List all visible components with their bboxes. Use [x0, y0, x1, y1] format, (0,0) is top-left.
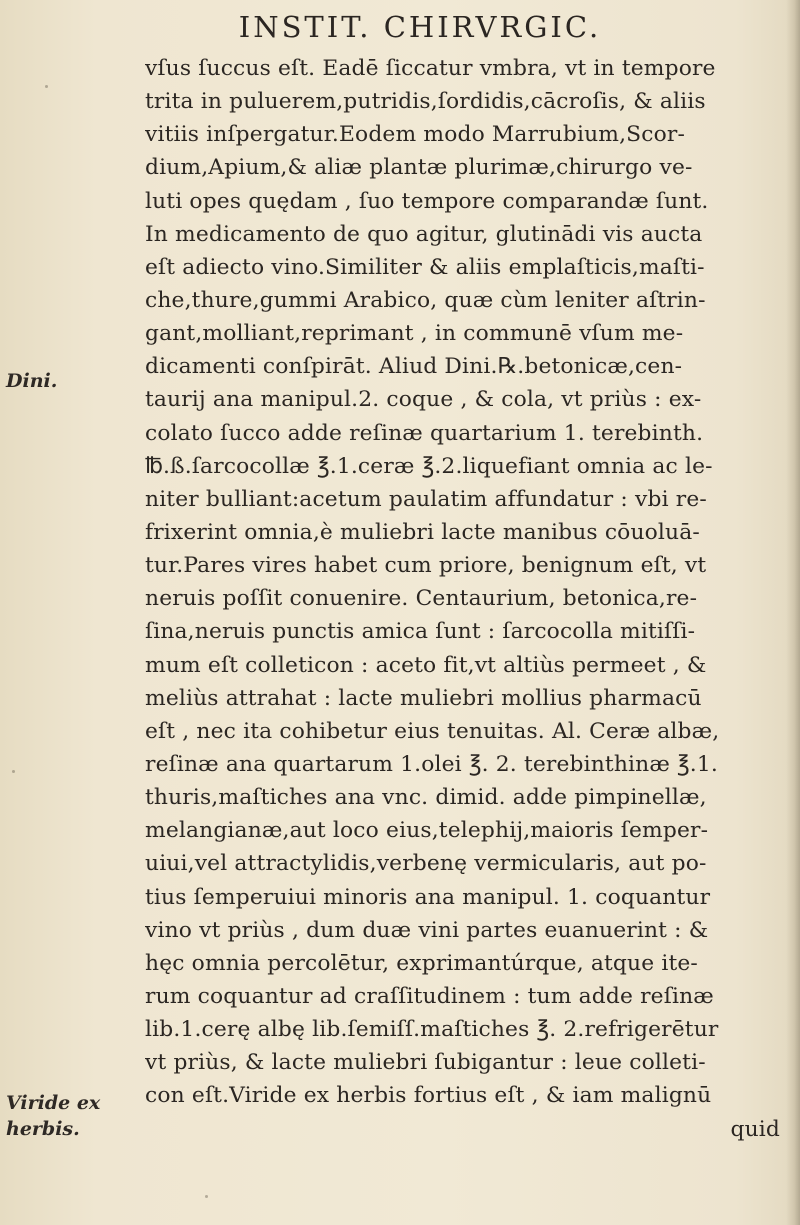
text-line: hęc omnia percolētur, exprimantúrque, atque ite- [145, 950, 698, 976]
text-line: rum coquantur ad craſſitudinem : tum adde reſinæ [145, 983, 714, 1009]
body-text [145, 52, 790, 1146]
paper-speck [45, 85, 48, 88]
text-line: thuris,maſtiches ana vnc. dimid. adde pimpinellæ, [145, 785, 707, 811]
text-line: niter bulliant:acetum paulatim affundatur : vbi re- [145, 486, 707, 512]
text-line: meliùs attrahat : lacte muliebri mollius pharmacū [145, 685, 702, 711]
text-line: dium,Apium,& aliæ plantæ plurimæ,chirurgo ve- [145, 155, 693, 181]
text-line: neruis poſſit conuenire. Centaurium, betonica,re- [145, 586, 698, 612]
text-line: eſt adiecto vino.Similiter & aliis emplaſticis,maſti- [145, 254, 705, 280]
paper-speck [12, 770, 15, 773]
text-line: trita in puluerem,putridis,ſordidis,cācroſis, & aliis [145, 89, 706, 115]
text-line: mum eſt colleticon : aceto fit,vt altiùs permeet , & [145, 652, 707, 678]
text-line: che,thure,gummi Arabico, quæ cùm leniter aſtrin- [145, 287, 706, 313]
text-line: con eſt.Viride ex herbis fortius eſt , & iam malignū [145, 1083, 712, 1109]
text-line: uiui,vel attractylidis,verbenę vermicularis, aut po- [145, 851, 707, 877]
text-line: vino vt priùs , dum duæ vini partes euanuerint : & [145, 917, 709, 943]
text-line: vt priùs, & lacte muliebri ſubigantur : leue colleti- [145, 1050, 706, 1076]
margin-note-viride-line-1: Viride ex [6, 1092, 101, 1114]
text-line: melangianæ,aut loco eius,telephij,maioris ſemper- [145, 818, 709, 844]
text-line: ℔.ß.ſarcocollæ ℥.1.ceræ ℥.2.liquefiant omnia ac le- [145, 453, 713, 479]
text-line: taurij ana manipul.2. coque , & cola, vt priùs : ex- [145, 387, 702, 413]
text-line: gant,molliant,reprimant , in communē vſum me- [145, 321, 684, 347]
text-line: lib.1.cerę albę lib.ſemiſſ.maſtiches ℥. 2.refrigerētur [145, 1017, 719, 1043]
text-line: quid [730, 1116, 780, 1142]
running-head: INSTIT. CHIRVRGIC. [238, 10, 602, 44]
text-line: tius ſemperuiui minoris ana manipul. 1. coquantur [145, 884, 711, 910]
text-line: colato ſucco adde reſinæ quartarium 1. terebinth. [145, 420, 704, 446]
text-line: In medicamento de quo agitur, glutinādi vis aucta [145, 221, 703, 247]
margin-note-dini: Dini. [6, 370, 58, 392]
text-line: vſus ſuccus eſt. Eadē ſiccatur vmbra, vt in tempore [145, 56, 716, 81]
text-line: frixerint omnia,è muliebri lacte manibus cōuoluā- [145, 519, 700, 545]
text-line: vitiis inſpergatur.Eodem modo Marrubium,Scor- [145, 122, 685, 148]
text-line: ſina,neruis punctis amica ſunt : ſarcocolla mitiſſi- [145, 619, 696, 645]
margin-note-viride [6, 1090, 126, 1142]
paper-speck [205, 1195, 208, 1198]
margin-note-viride-line-2: herbis. [6, 1118, 80, 1140]
text-line: reſinæ ana quartarum 1.olei ℥. 2. terebinthinæ ℥.1. [145, 751, 718, 777]
text-line: eſt , nec ita cohibetur eius tenuitas. Al. Ceræ albæ, [145, 718, 720, 744]
text-line: luti opes quędam , ſuo tempore comparandæ ſunt. [145, 188, 709, 214]
text-line: dicamenti conſpirāt. Aliud Dini.℞.betonicæ,cen- [145, 354, 683, 380]
text-line: tur.Pares vires habet cum priore, benignum eſt, vt [145, 553, 707, 579]
